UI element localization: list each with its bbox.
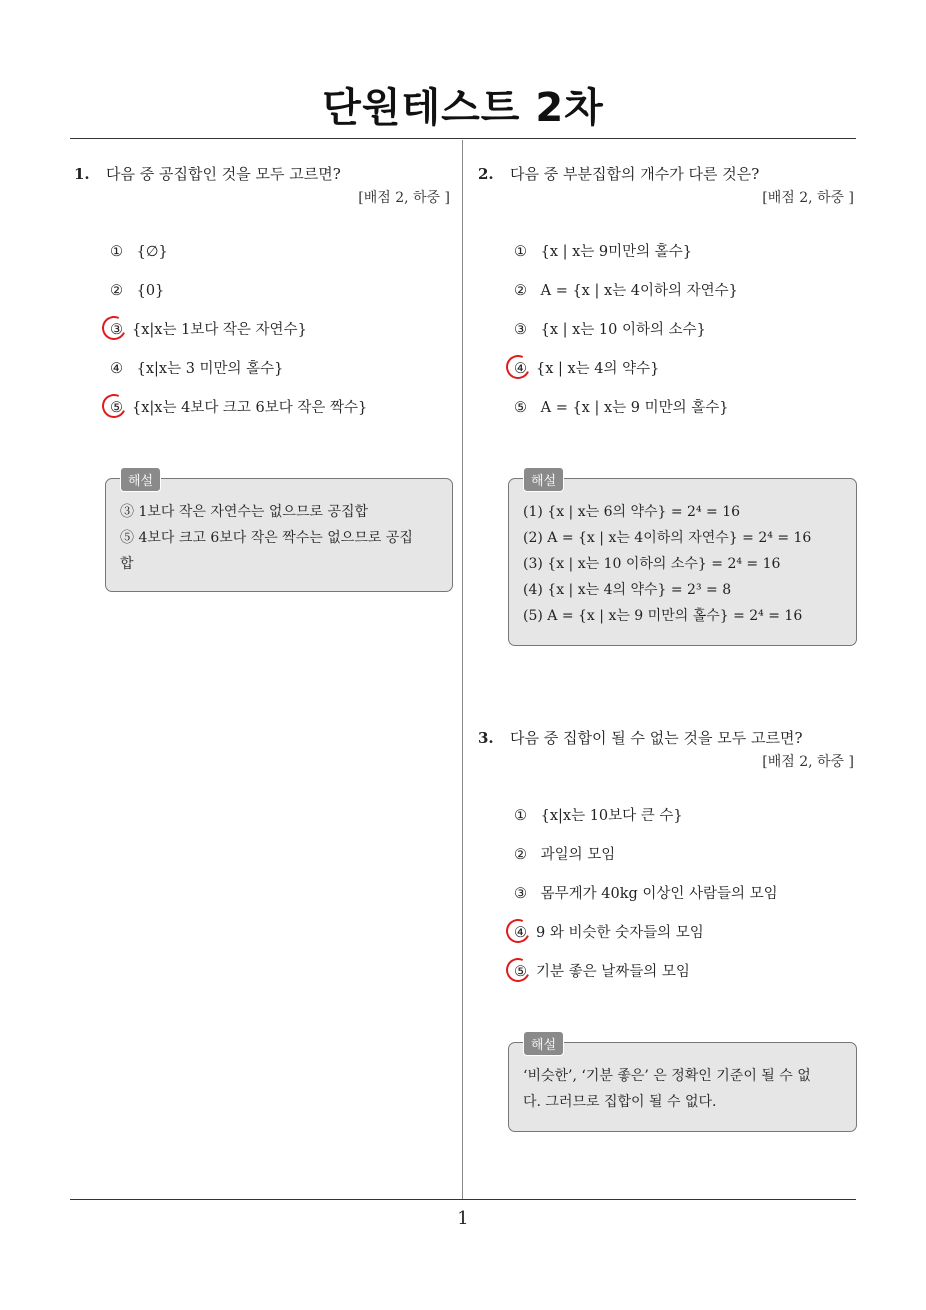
choice-text: {x|x는 3 미만의 홀수} (136, 361, 284, 377)
choice-item[interactable] (514, 359, 738, 398)
explanation-line: ‘비슷한’, ‘기분 좋은’ 은 정확인 기준이 될 수 없 (523, 1068, 811, 1084)
choice-item[interactable] (110, 398, 367, 437)
explanation-line: (4) {x | x는 4의 약수} = 2³ = 8 (523, 582, 732, 598)
choice-marker: ② (514, 283, 527, 299)
top-rule (70, 138, 856, 139)
choice-marker: ③ (514, 886, 527, 902)
choice-marker: ① (514, 244, 527, 260)
choice-text: {∅} (136, 244, 168, 260)
question-number: 2. (478, 165, 494, 183)
choice-list-1 (110, 242, 367, 437)
choice-text: 몸무게가 40kg 이상인 사람들의 모임 (540, 886, 778, 902)
explanation-line: 합 (120, 556, 134, 572)
explanation-box-3 (508, 1038, 857, 1132)
choice-text: A = {x | x는 4이하의 자연수} (540, 283, 738, 299)
choice-marker: ⑤ (110, 400, 123, 416)
bottom-rule (70, 1199, 856, 1200)
choice-item[interactable] (110, 320, 367, 359)
column-divider (462, 140, 463, 1199)
choice-list-2 (514, 242, 738, 437)
choice-item[interactable] (110, 359, 367, 398)
question-2 (478, 164, 854, 208)
choice-item[interactable] (514, 884, 778, 923)
choice-item[interactable] (514, 962, 778, 1001)
choice-item[interactable] (514, 845, 778, 884)
choice-marker: ③ (514, 322, 527, 338)
question-text: 다음 중 공집합인 것을 모두 고르면? (106, 165, 341, 183)
choice-text: {x|x는 1보다 작은 자연수} (132, 322, 307, 338)
choice-text: {x|x는 10보다 큰 수} (540, 808, 683, 824)
explanation-line: (1) {x | x는 6의 약수} = 2⁴ = 16 (523, 504, 741, 520)
choice-item[interactable] (110, 242, 367, 281)
page-number: 1 (457, 1208, 469, 1229)
choice-text: {x | x는 4의 약수} (536, 361, 660, 377)
choice-item[interactable] (514, 398, 738, 437)
choice-marker: ⑤ (514, 964, 527, 980)
question-text: 다음 중 부분집합의 개수가 다른 것은? (510, 165, 760, 183)
explanation-line: (2) A = {x | x는 4이하의 자연수} = 2⁴ = 16 (523, 530, 812, 546)
choice-text: 9 와 비슷한 숫자들의 모임 (536, 925, 704, 941)
question-number: 3. (478, 729, 494, 747)
explanation-box-2 (508, 474, 857, 646)
choice-item[interactable] (514, 281, 738, 320)
choice-text: A = {x | x는 9 미만의 홀수} (540, 400, 729, 416)
choice-item[interactable] (514, 923, 778, 962)
choice-marker: ④ (514, 361, 527, 377)
question-meta: [배점 2, 하중 ] (762, 754, 854, 770)
choice-item[interactable] (514, 242, 738, 281)
choice-text: 과일의 모임 (540, 847, 616, 863)
explanation-tag: 해설 (120, 467, 161, 492)
question-3 (478, 728, 854, 772)
choice-item[interactable] (110, 281, 367, 320)
choice-item[interactable] (514, 806, 778, 845)
choice-marker: ④ (514, 925, 527, 941)
question-meta: [배점 2, 하중 ] (358, 190, 450, 206)
page-title: 단원테스트 2차 (322, 85, 604, 131)
choice-marker: ② (514, 847, 527, 863)
explanation-line: (3) {x | x는 10 이하의 소수} = 2⁴ = 16 (523, 556, 781, 572)
question-text: 다음 중 집합이 될 수 없는 것을 모두 고르면? (510, 729, 803, 747)
choice-text: {0} (136, 283, 165, 299)
choice-marker: ④ (110, 361, 123, 377)
explanation-tag: 해설 (523, 467, 564, 492)
choice-marker: ① (514, 808, 527, 824)
choice-marker: ⑤ (514, 400, 527, 416)
explanation-tag: 해설 (523, 1031, 564, 1056)
choice-list-3 (514, 806, 778, 1001)
question-meta: [배점 2, 하중 ] (762, 190, 854, 206)
choice-item[interactable] (514, 320, 738, 359)
question-number: 1. (74, 165, 90, 183)
choice-marker: ② (110, 283, 123, 299)
choice-text: {x|x는 4보다 크고 6보다 작은 짝수} (132, 400, 368, 416)
explanation-line: 다. 그러므로 집합이 될 수 없다. (523, 1094, 717, 1110)
choice-marker: ① (110, 244, 123, 260)
explanation-line: ③ 1보다 작은 자연수는 없으므로 공집합 (120, 504, 369, 520)
explanation-box-1 (105, 474, 453, 592)
explanation-line: ⑤ 4보다 크고 6보다 작은 짝수는 없으므로 공집 (120, 530, 413, 546)
choice-text: {x | x는 10 이하의 소수} (540, 322, 706, 338)
choice-text: {x | x는 9미만의 홀수} (540, 244, 693, 260)
choice-marker: ③ (110, 322, 123, 338)
explanation-line: (5) A = {x | x는 9 미만의 홀수} = 2⁴ = 16 (523, 608, 803, 624)
question-1 (74, 164, 450, 208)
choice-text: 기분 좋은 날짜들의 모임 (536, 964, 690, 980)
